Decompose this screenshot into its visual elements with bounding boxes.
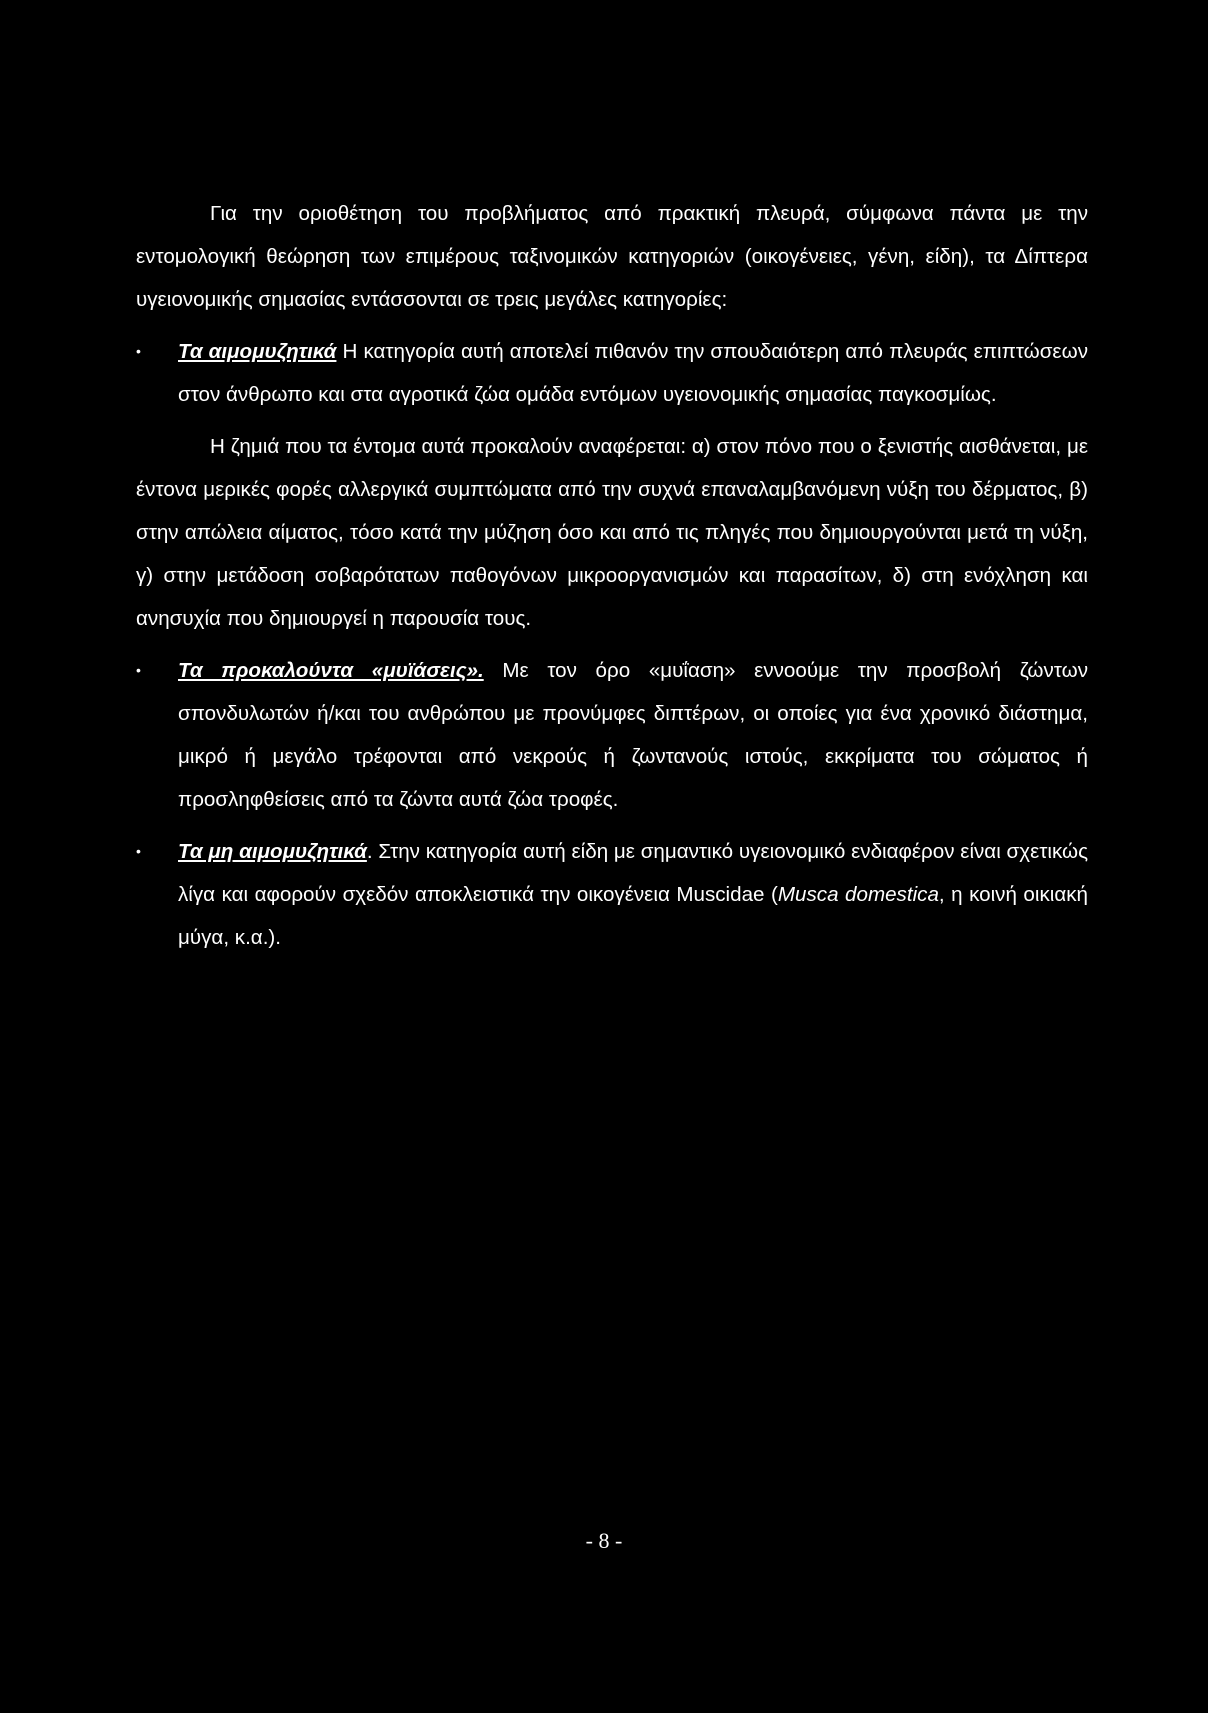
damage-paragraph: Η ζημιά που τα έντομα αυτά προκαλούν αναφέρεται: α) στον πόνο που ο ξενιστής αισθάνεται, με έντονα μερικές φορές αλλεργικά συμπτώματα από την συχνά επαναλαμβανόμενη νύξη του δέρματος, β) στην απώλεια αίματος, τόσο κατά την μύζηση όσο και από τις πληγές που δημιουργούνται μετά τη νύξη, γ) στην μετάδοση σοβαρότατων παθογόνων μικροοργανισμών και παρασίτων, δ) στη ενόχληση και ανησυχία που δημιουργεί η παρουσία τους. bbox=[136, 435, 1088, 630]
term-blood-feeding: Τα αιμομυζητικά bbox=[178, 340, 337, 363]
term-non-blood-feeding: Τα μη αιμομυζητικά bbox=[178, 840, 367, 863]
bullet-icon: • bbox=[136, 843, 141, 859]
bullet-non-blood-feeding bbox=[136, 830, 1088, 959]
species-name: Musca domestica bbox=[777, 883, 939, 906]
bullet-myiasis bbox=[136, 649, 1088, 821]
bullet-text: . Στην κατηγορία αυτή είδη με σημαντικό υγειονομικό ενδιαφέρον είναι σχετικώς λίγα και αφορούν σχεδόν αποκλειστικά την οικογένεια Muscidae ( bbox=[178, 840, 1089, 906]
bullet-blood-feeding bbox=[136, 330, 1088, 416]
bullet-text: Με τον όρο «μυΐαση» εννοούμε την προσβολή ζώντων σπονδυλωτών ή/και του ανθρώπου με προνύμφες διπτέρων, οι οποίες για ένα χρονικό διάστημα, μικρό ή μεγάλο τρέφονται από νεκρούς ή ζωντανούς ιστούς, εκκρίματα του σώματος ή προσληφθείσεις από τα ζώντα αυτά ζώα τροφές. bbox=[178, 659, 1088, 811]
bullet-text: Η κατηγορία αυτή αποτελεί πιθανόν την σπουδαιότερη από πλευράς επιπτώσεων στον άνθρωπο και στα αγροτικά ζώα ομάδα εντόμων υγειονομικής σημασίας παγκοσμίως. bbox=[178, 340, 1088, 406]
bullet-text: , η κοινή οικιακή μύγα, κ.α.). bbox=[178, 883, 1088, 949]
term-myiasis: Τα προκαλούντα «μυϊάσεις». bbox=[178, 659, 484, 682]
bullet-icon: • bbox=[136, 343, 141, 359]
document-body bbox=[136, 192, 1088, 959]
intro-paragraph: Για την οριοθέτηση του προβλήματος από πρακτική πλευρά, σύμφωνα πάντα με την εντομολογική θεώρηση των επιμέρους ταξινομικών κατηγοριών (οικογένειες, γένη, είδη), τα Δίπτερα υγειονομικής σημασίας εντάσσονται σε τρεις μεγάλες κατηγορίες: bbox=[136, 202, 1088, 311]
bullet-icon: • bbox=[136, 662, 141, 678]
page-number: - 8 - bbox=[585, 1528, 623, 1553]
